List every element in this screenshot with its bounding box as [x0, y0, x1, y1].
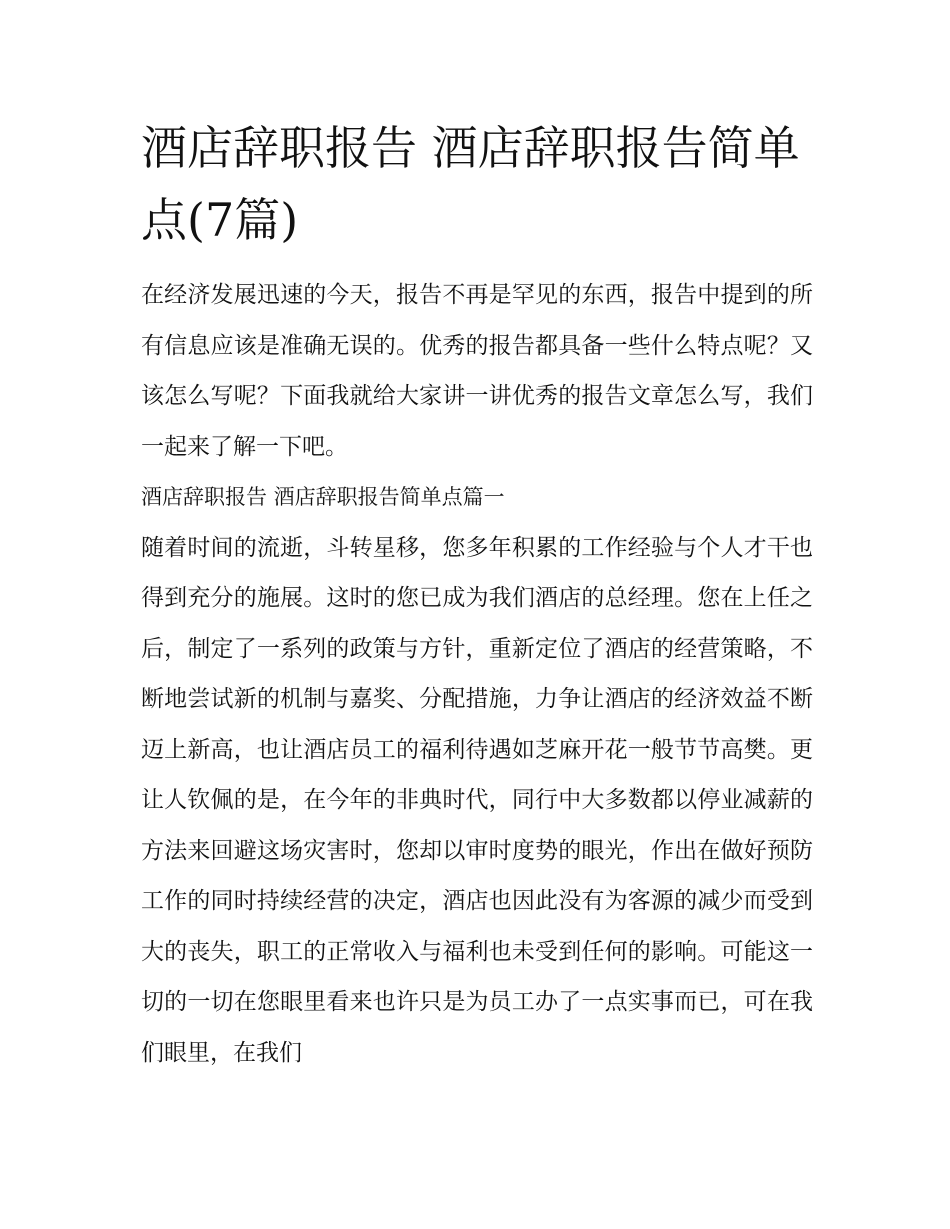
document-page: [141, 112, 813, 1078]
body-paragraph: 随着时间的流逝，斗转星移，您多年积累的工作经验与个人才干也得到充分的施展。这时的您已成为我们酒店的总经理。您在上任之后，制定了一系列的政策与方针，重新定位了酒店的经营策略，不断地尝试新的机制与嘉奖、分配措施，力争让酒店的经济效益不断迈上新高，也让酒店员工的福利待遇如芝麻开花一般节节高樊。更让人钦佩的是，在今年的非典时代，同行中大多数都以停业减薪的方法来回避这场灾害时，您却以审时度势的眼光，作出在做好预防工作的同时持续经营的决定，酒店也因此没有为客源的减少而受到大的丧失，职工的正常收入与福利也未受到任何的影响。可能这一切的一切在您眼里看来也许只是为员工办了一点实事而已，可在我们眼里，在我们: [141, 534, 813, 1066]
document-title: 酒店辞职报告 酒店辞职报告简单点(7篇): [141, 121, 800, 247]
intro-paragraph: 在经济发展迅速的今天，报告不再是罕见的东西，报告中提到的所有信息应该是准确无误的。优秀的报告都具备一些什么特点呢？又该怎么写呢？下面我就给大家讲一讲优秀的报告文章怎么写，我们一起来了解一下吧。: [141, 282, 813, 460]
section-heading: 酒店辞职报告 酒店辞职报告简单点篇一: [141, 485, 505, 509]
